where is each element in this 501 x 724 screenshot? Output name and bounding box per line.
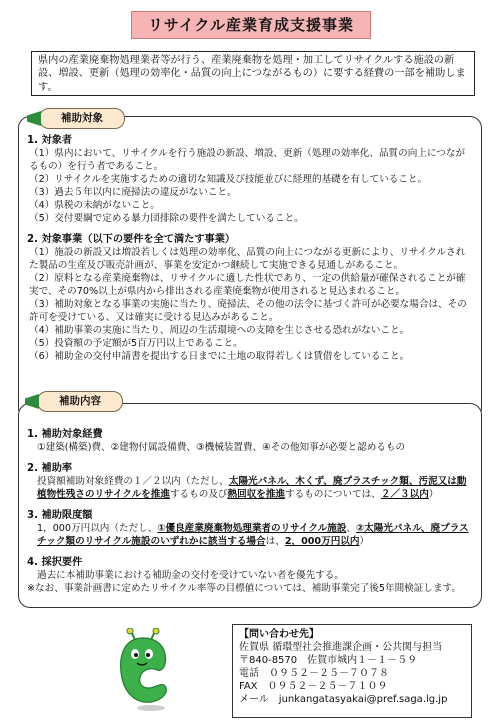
project-item: （2）原料となる産業廃棄物は、リサイクルに適した性状であり、一定の供給量が確保されることが確実で、その70%以上が県内から排出される産業廃棄物が使用されると見込まれること。: [29, 273, 466, 297]
rate-text-b: するもの及び: [169, 489, 228, 500]
target-list: [27, 147, 473, 225]
note-text: ※なお、事業計画書に定めたリサイクル率等の目標値については、補助事業完了後5年間検証します。: [27, 583, 461, 594]
target-heading: 1. 対象者: [27, 135, 73, 146]
rate-underline-3: ２／３以内: [380, 489, 429, 500]
target-item: （4）県税の未納がないこと。: [29, 200, 160, 211]
target-item: （2）リサイクルを実施するための適切な知識及び技能並びに経理的基礎を有していること。: [29, 174, 428, 185]
intro-box: 県内の産業廃棄物処理業者等が行う、産業廃棄物を処理・加工してリサイクルする施設の新設、増設、更新（処理の効率化・品質の向上につながるもの）に要する経費の一部を補助します。: [31, 51, 475, 96]
rate-text: [37, 475, 473, 501]
limit-underline-2: ②太陽光パネル、廃プラスチック類のリサイクル施設のいずれかに該当する場合: [37, 523, 469, 547]
project-item: （3）補助対象となる事業の実施に当たり、廃掃法、その他の法令に基づく許可が必要な場合は、その許可を受けている、又は確実に受ける見込みがあること。: [29, 299, 467, 323]
contact-dept: 佐賀県 循環型社会推進課企画・公共関与担当: [239, 642, 443, 653]
limit-text-a: 1，000万円以内（ただし、: [37, 523, 158, 534]
rate-underline-2: 熱回収を推進: [227, 489, 286, 500]
rate-text-d: ）: [428, 489, 439, 500]
project-item: （1）施設の新設又は増設若しくは処理の効率化、品質の向上につながる更新により、リサイクルされた製品の生産及び販売計画が、事業を安定かつ継続して実施できる見通しがあること。: [29, 247, 466, 271]
eligibility-panel: [18, 112, 482, 420]
mascot-icon: [113, 628, 179, 712]
expense-heading: 1. 補助対象経費: [27, 429, 103, 440]
priority-text: 過去に本補助事業における補助金の交付を受けていない者を優先する。: [37, 570, 344, 581]
details-panel: [18, 395, 482, 608]
contact-mail[interactable]: メール junkangatasyakai@pref.saga.lg.jp: [239, 694, 448, 705]
contact-box: [232, 624, 472, 718]
rate-text-c: するものについては、: [285, 489, 381, 500]
limit-underline-1: ①優良産業廃棄物処理業者のリサイクル施設: [157, 523, 347, 534]
limit-text: [37, 522, 473, 548]
contact-heading: 【問い合わせ先】: [239, 629, 319, 640]
target-item: （5）交付要綱で定める暴力団排除の要件を満たしていること。: [29, 213, 304, 224]
project-item: （4）補助事業の実施に当たり、周辺の生活環境への支障を生じさせる恐れがないこと。: [29, 325, 410, 336]
project-heading: 2. 対象事業（以下の要件を全て満たす事業）: [27, 234, 236, 245]
limit-text-b: 、: [346, 523, 357, 534]
expense-text: ①建築(構築)費、②建物付属設備費、③機械装置費、④その他知事が必要と認めるもの: [37, 442, 406, 453]
contact-tel: 電話 ０９５２－２５－７０７８: [239, 668, 389, 679]
limit-text-d: ）: [359, 536, 370, 547]
limit-underline-3: 2，000万円以内: [284, 536, 360, 547]
contact-address: 〒840-8570 佐賀市城内１－１－５９: [239, 655, 418, 666]
target-item: （1）県内において、リサイクルを行う施設の新設、増設、更新（処理の効率化、品質の向上につながるもの）を行う者であること。: [29, 148, 466, 172]
limit-text-c: は、: [265, 536, 285, 547]
details-tab: 補助内容: [37, 391, 123, 412]
limit-heading: 3. 補助限度額: [27, 510, 93, 521]
rate-underline-1: 太陽光パネル、木くず、廃プラスチック類、汚泥又は動植物性残さのリサイクルを推進: [37, 476, 467, 500]
contact-fax: FAX ０９５２－２５－７１０９: [239, 681, 388, 692]
project-item: （6）補助金の交付申請書を提出する日までに土地の取得若しくは賃借をしていること。: [29, 351, 410, 362]
project-item: （5）投資額の予定額が5百万円以上であること。: [29, 338, 243, 349]
project-list: [27, 246, 473, 363]
target-item: （3）過去５年以内に廃掃法の違反がないこと。: [29, 187, 237, 198]
priority-heading: 4. 採択要件: [27, 557, 83, 568]
eligibility-tab: 補助対象: [39, 108, 125, 129]
rate-heading: 2. 補助率: [27, 463, 73, 474]
rate-text-a: 投資額補助対象経費の１／２以内（ただし、: [37, 476, 229, 487]
page-title: リサイクル産業育成支援事業: [131, 11, 371, 39]
